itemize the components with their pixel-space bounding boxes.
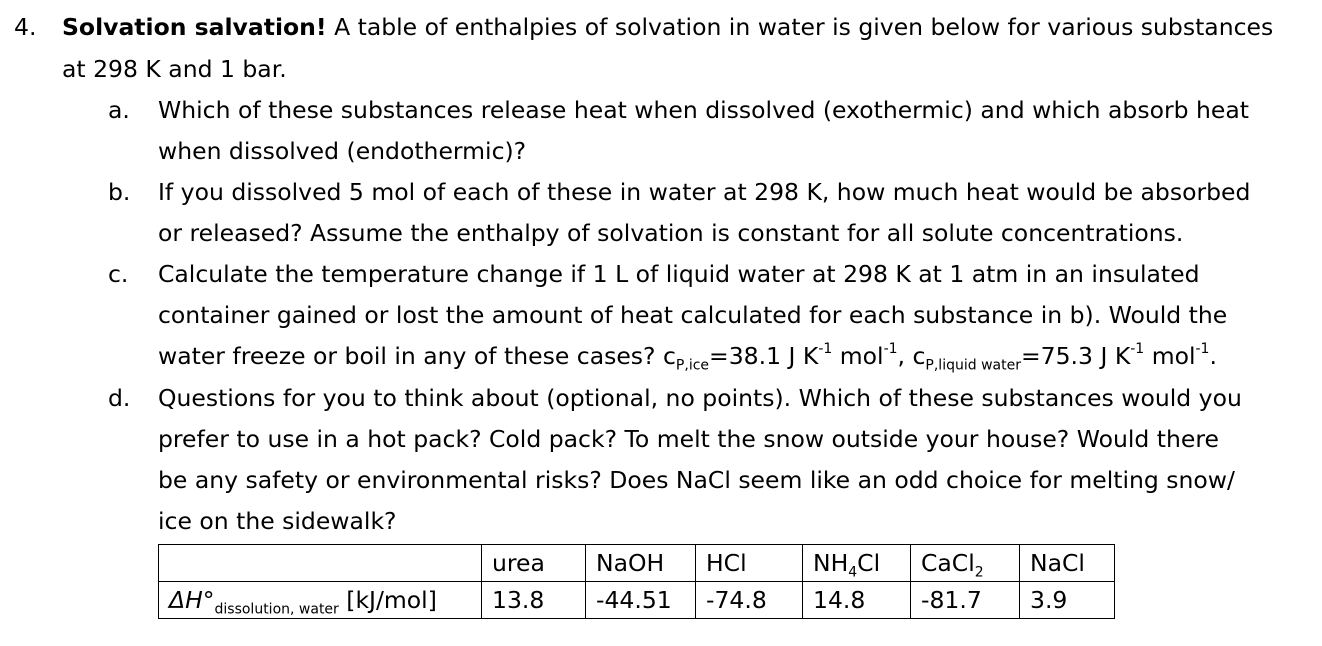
part-d-line4: ice on the sidewalk? <box>158 507 397 535</box>
header-nacl: NaCl <box>1020 545 1115 582</box>
header-cacl2-part1: CaCl <box>921 549 975 577</box>
question-number: 4. <box>14 13 37 41</box>
header-nh4cl-part1: NH <box>813 549 849 577</box>
header-urea: urea <box>482 545 586 582</box>
part-d-line3: be any safety or environmental risks? Does NaCl seem like an odd choice for melting snow/ <box>158 466 1235 494</box>
header-naoh: NaOH <box>586 545 696 582</box>
row-label-unit: [kJ/mol] <box>338 586 437 614</box>
table-header-row <box>159 545 1115 582</box>
part-d-line2: prefer to use in a hot pack? Cold pack? To melt the snow outside your house? Would there <box>158 425 1219 453</box>
header-cacl2-subscript: 2 <box>974 564 984 581</box>
part-a-line2: when dissolved (endothermic)? <box>158 137 527 165</box>
question-intro-text: A table of enthalpies of solvation in water is given below for various substances <box>326 13 1274 41</box>
enthalpy-table <box>158 544 1115 619</box>
header-cacl2 <box>911 545 1020 582</box>
value-nh4cl: 14.8 <box>803 582 911 619</box>
value-naoh: -44.51 <box>586 582 696 619</box>
value-hcl: -74.8 <box>696 582 803 619</box>
row-label-cell <box>159 582 482 619</box>
header-nh4cl-subscript: 4 <box>848 564 858 581</box>
header-nh4cl-part2: Cl <box>857 549 881 577</box>
part-c-line3-text: water freeze or boil in any of these cases? c <box>158 342 676 370</box>
cp-water-value: =75.3 J K <box>1020 342 1131 370</box>
row-label-symbol: ΔH° <box>169 586 215 614</box>
header-nh4cl <box>803 545 911 582</box>
cp-ice-k-exponent: -1 <box>818 341 833 358</box>
part-d-line1: Questions for you to think about (optional, no points). Which of these substances would you <box>158 384 1242 412</box>
part-a-line1: Which of these substances release heat when dissolved (exothermic) and which absorb heat <box>158 96 1249 124</box>
cp-ice-subscript: P,ice <box>675 357 710 374</box>
part-a-marker: a. <box>108 96 130 124</box>
cp-water-k-exponent: -1 <box>1130 341 1145 358</box>
question-intro-line2: at 298 K and 1 bar. <box>62 55 287 83</box>
value-cacl2: -81.7 <box>911 582 1020 619</box>
part-c-line2: container gained or lost the amount of heat calculated for each substance in b). Would the <box>158 301 1228 329</box>
question-intro-line1 <box>62 13 1273 41</box>
table-row <box>159 582 1115 619</box>
cp-water-subscript: P,liquid water <box>925 357 1021 374</box>
cp-ice-mol-exponent: -1 <box>883 341 898 358</box>
part-c-line3 <box>158 341 1217 374</box>
part-c-marker: c. <box>108 260 129 288</box>
cp-water-mol: mol <box>1144 342 1196 370</box>
table-corner-cell <box>159 545 482 582</box>
cp-ice-value: =38.1 J K <box>709 342 819 370</box>
part-d-marker: d. <box>108 384 131 412</box>
value-nacl: 3.9 <box>1020 582 1115 619</box>
part-b-line1: If you dissolved 5 mol of each of these in water at 298 K, how much heat would be absorbed <box>158 178 1251 206</box>
header-hcl: HCl <box>696 545 803 582</box>
part-b-line2: or released? Assume the enthalpy of solvation is constant for all solute concentrations. <box>158 219 1184 247</box>
part-b-marker: b. <box>108 178 131 206</box>
cp-water-prefix: , c <box>897 342 926 370</box>
value-urea: 13.8 <box>482 582 586 619</box>
part-c-period: . <box>1209 342 1217 370</box>
cp-water-mol-exponent: -1 <box>1195 341 1210 358</box>
cp-ice-mol: mol <box>832 342 884 370</box>
part-c-line1: Calculate the temperature change if 1 L of liquid water at 298 K at 1 atm in an insulated <box>158 260 1200 288</box>
question-title: Solvation salvation! <box>62 13 327 41</box>
row-label-subscript: dissolution, water <box>214 601 339 618</box>
